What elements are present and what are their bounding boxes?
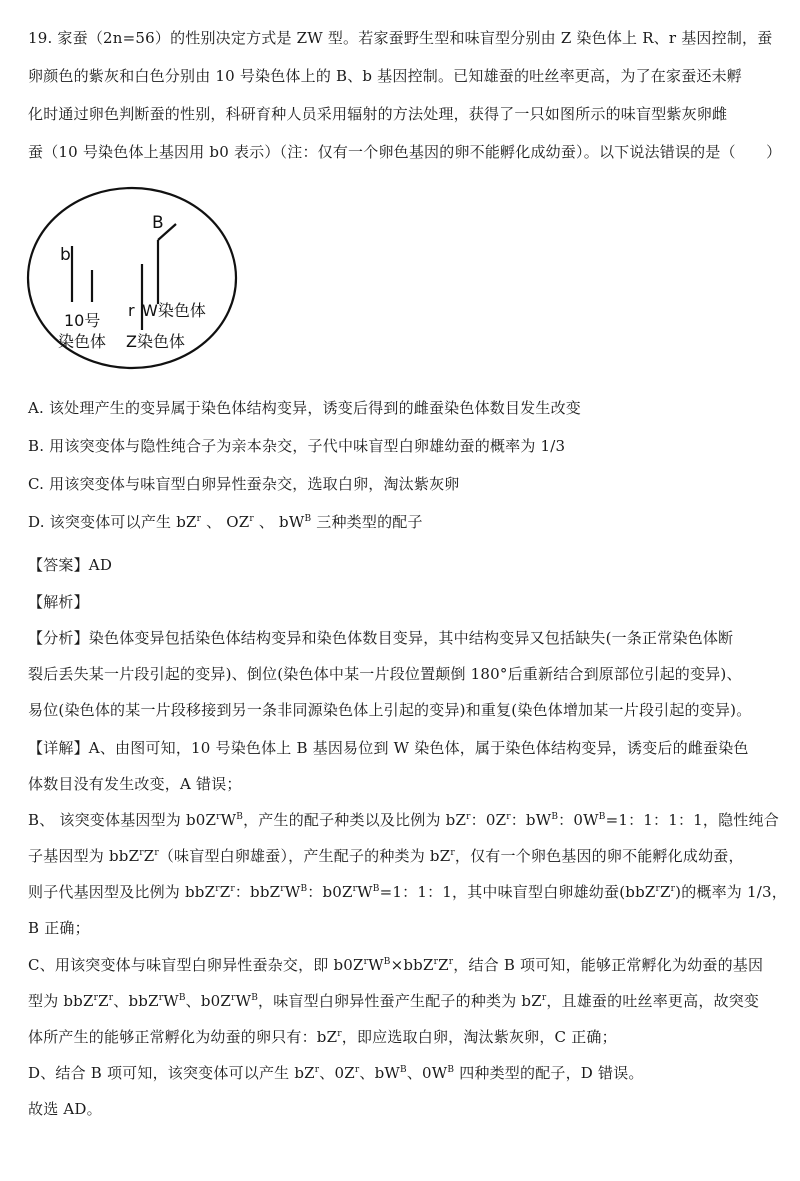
conclusion: 故选 AD。 [28, 1100, 102, 1118]
answer: 【答案】AD [28, 556, 113, 574]
detail-c-line-2: 型为 $bbZ^rZ^r$、$bbZ^rW^B$、$b0Z^rW^B$，味盲型白卵异性蚕产生配子的种类为 $bZ^r$，且雄蚕的吐丝率更高，故突变 [28, 992, 760, 1010]
fenxi-line-1: 【分析】染色体变异包括染色体结构变异和染色体数目变异，其中结构变异又包括缺失(一条正常染色体断 [28, 629, 734, 647]
question-line-1: 19. 家蚕（2n=56）的性别决定方式是 ZW 型。若家蚕野生型和味盲型分别由 Z 染色体上 R、r 基因控制，蚕 [28, 29, 773, 47]
question-line-4: 蚕（10 号染色体上基因用 b0 表示）（注：仅有一个卵色基因的卵不能孵化成幼蚕）。以下说法错误的是（ ） [28, 143, 782, 161]
detail-a-line-1: 【详解】A、由图可知，10 号染色体上 B 基因易位到 W 染色体，属于染色体结构变异，诱变后的雌蚕染色 [28, 739, 749, 757]
option-a: A. 该处理产生的变异属于染色体结构变异，诱变后得到的雌蚕染色体数目发生改变 [28, 399, 581, 417]
detail-a-line-2: 体数目没有发生改变，A 错误； [28, 775, 242, 793]
detail-b-line-1: B、 该突变体基因型为 $b0Z^rW^B$，产生的配子种类以及比例为 $bZ^r$：$0Z^r$：$bW^B$：$0W^B=1$：1：1：1，隐性纯合 [28, 811, 779, 829]
detail-b-line-4: B 正确； [28, 919, 90, 937]
detail-b-line-2: 子基因型为 $bbZ^rZ^r$（味盲型白卵雄蚕），产生配子的种类为 $bZ^r$，仅有一个卵色基因的卵不能孵化成幼蚕， [28, 847, 744, 865]
chromosome-z-label: Z染色体 [126, 332, 185, 351]
question-line-2: 卵颜色的紫灰和白色分别由 10 号染色体上的 B、b 基因控制。已知雄蚕的吐丝率更高，为了在家蚕还未孵 [28, 67, 742, 85]
detail-c-line-1: C、用该突变体与味盲型白卵异性蚕杂交，即 $b0Z^rW^B\times bbZ^rZ^r$，结合 B 项可知，能够正常孵化为幼蚕的基因 [28, 956, 764, 974]
fenxi-line-2: 裂后丢失某一片段引起的变异)、倒位(染色体中某一片段位置颠倒 180°后重新结合到原部位引起的变异)、 [28, 665, 742, 683]
chromosome-figure [24, 184, 240, 372]
option-d: D. 该突变体可以产生 $bZ^r$ 、 $OZ^r$ 、 $bW^B$ 三种类型的配子 [28, 513, 423, 531]
fenxi-line-3: 易位(染色体的某一片段移接到另一条非同源染色体上引起的变异)和重复(染色体增加某一片段引起的变异)。 [28, 701, 752, 719]
detail-b-line-3: 则子代基因型及比例为 $bbZ^rZ^r$：$bbZ^rW^B$：$b0Z^rW^B=1$：1：1，其中味盲型白卵雄幼蚕$(bbZ^rZ^r)$的概率为 1/3， [28, 883, 787, 901]
chromosome-w-label: W染色体 [142, 301, 206, 320]
detail-d-line: D、结合 B 项可知，该突变体可以产生 $bZ^r$、$0Z^r$、$bW^B$、$0W^B$ 四种类型的配子，D 错误。 [28, 1064, 644, 1082]
detail-c-line-3: 体所产生的能够正常孵化为幼蚕的卵只有：$bZ^r$，即应选取白卵，淘汰紫灰卵，C 正确； [28, 1028, 617, 1046]
option-b: B. 用该突变体与隐性纯合子为亲本杂交，子代中味盲型白卵雄幼蚕的概率为 1/3 [28, 437, 566, 455]
option-c: C. 用该突变体与味盲型白卵异性蚕杂交，选取白卵，淘汰紫灰卵 [28, 475, 460, 493]
chromosome-10-label-line2: 染色体 [58, 332, 107, 351]
gene-r-label: r [128, 301, 135, 320]
question-line-3: 化时通过卵色判断蚕的性别，科研育种人员采用辐射的方法处理，获得了一只如图所示的味盲型紫灰卵雌 [28, 105, 728, 123]
gene-B-label: B [152, 213, 164, 233]
analysis-title: 【解析】 [28, 593, 89, 611]
chromosome-10-label-line1: 10号 [64, 311, 101, 330]
gene-b-label: b [60, 245, 71, 265]
